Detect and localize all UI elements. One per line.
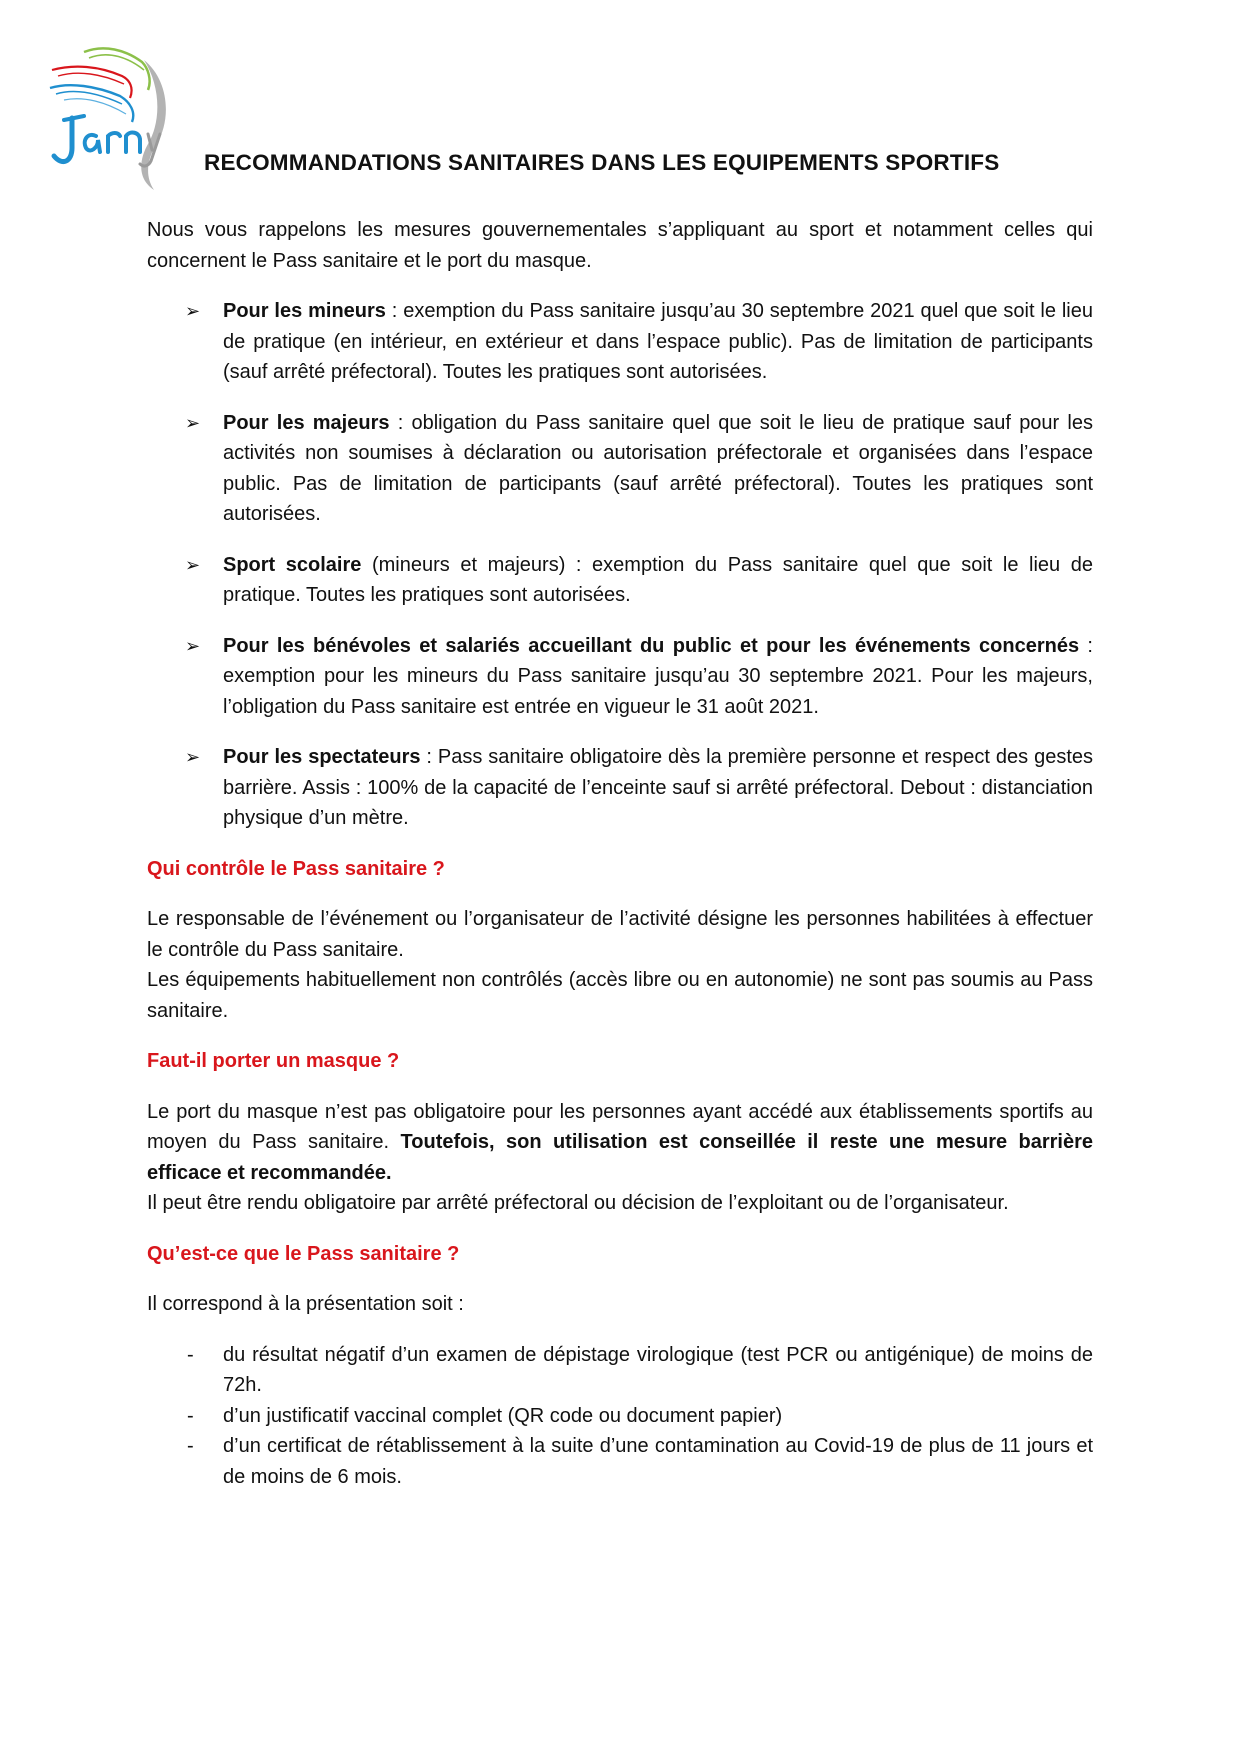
list-item xyxy=(147,1401,1093,1432)
paragraph: Il correspond à la présentation soit : xyxy=(147,1293,464,1315)
arrow-bullet-icon: ➢ xyxy=(185,412,201,433)
arrow-bullet-icon: ➢ xyxy=(185,554,201,575)
section-heading-masque: Faut-il porter un masque ? xyxy=(147,1050,400,1072)
item-label: Pour les mineurs xyxy=(223,300,386,322)
arrow-bullet-icon: ➢ xyxy=(185,301,201,321)
paragraph-bold-text: Toutefois, son utilisation est conseillée il reste une mesure barrière efficace et recommandée. xyxy=(147,1131,1094,1184)
dash-bullet-icon: - xyxy=(187,1435,194,1457)
page-title: RECOMMANDATIONS SANITAIRES DANS LES EQUIPEMENTS SPORTIFS xyxy=(204,150,1000,175)
item-label: Pour les bénévoles et salariés accueillant du public et pour les événements concernés xyxy=(223,634,1080,657)
item-text: : exemption du Pass sanitaire jusqu’au 30 septembre 2021 quel que soit le lieu de pratique (en intérieur, en extérieur et dans l’espace public). Pas de limitation de participants (sauf arrêté préfectoral). Toutes les pratiques sont autorisées. xyxy=(223,300,1093,383)
paragraph: Le responsable de l’événement ou l’organisateur de l’activité désigne les personnes habilitées à effectuer le contrôle du Pass sanitaire. xyxy=(147,908,1093,961)
section-controle-body xyxy=(147,904,1093,1026)
item-text: d’un justificatif vaccinal complet (QR code ou document papier) xyxy=(223,1404,783,1427)
measures-list xyxy=(147,296,1093,834)
pass-conditions-list xyxy=(147,1340,1093,1493)
item-text: d’un certificat de rétablissement à la suite d’une contamination au Covid-19 de plus de 11 jours et de moins de 6 mois. xyxy=(223,1435,1093,1488)
intro-paragraph: Nous vous rappelons les mesures gouvernementales s’appliquant au sport et notamment celles qui concernent le Pass sanitaire et le port du masque. xyxy=(147,219,1093,272)
jarny-logo xyxy=(44,40,174,195)
item-label: Pour les spectateurs xyxy=(223,746,421,768)
paragraph-text: Le port du masque n’est pas obligatoire pour les personnes ayant accédé aux établissements sportifs au moyen du Pass sanitaire. xyxy=(147,1100,1093,1153)
paragraph xyxy=(147,1097,1093,1189)
arrow-bullet-icon: ➢ xyxy=(185,635,201,656)
item-text: : obligation du Pass sanitaire quel que soit le lieu de pratique sauf pour les activités non soumises à déclaration ou autorisation préfectorale et organisées dans l’espace public. Pas de limitation de participants (sauf arrêté préfectoral). Toutes les pratiques sont autorisées. xyxy=(223,411,1093,525)
item-label: Sport scolaire xyxy=(223,553,362,576)
paragraph: Il peut être rendu obligatoire par arrêté préfectoral ou décision de l’exploitant ou de l’organisateur. xyxy=(147,1192,1009,1214)
item-text: : exemption pour les mineurs du Pass sanitaire jusqu’au 30 septembre 2021. Pour les majeurs, l’obligation du Pass sanitaire est entrée en vigueur le 31 août 2021. xyxy=(223,634,1093,718)
item-text: : Pass sanitaire obligatoire dès la première personne et respect des gestes barrière. Assis : 100% de la capacité de l’enceinte sauf si arrêté préfectoral. Debout : distanciation physique d’un mètre. xyxy=(223,746,1093,829)
list-item xyxy=(147,296,1093,388)
list-item xyxy=(147,1340,1093,1401)
list-item xyxy=(147,742,1093,834)
dash-bullet-icon: - xyxy=(187,1343,194,1366)
paragraph: Les équipements habituellement non contrôlés (accès libre ou en autonomie) ne sont pas soumis au Pass sanitaire. xyxy=(147,969,1093,1022)
list-item xyxy=(147,631,1093,723)
item-text: (mineurs et majeurs) : exemption du Pass sanitaire quel que soit le lieu de pratique. Toutes les pratiques sont autorisées. xyxy=(223,553,1093,606)
list-item xyxy=(147,408,1093,530)
item-label: Pour les majeurs xyxy=(223,411,390,434)
arrow-bullet-icon: ➢ xyxy=(185,747,201,767)
dash-bullet-icon: - xyxy=(187,1404,194,1427)
list-item xyxy=(147,550,1093,611)
document-body xyxy=(147,215,1093,1492)
section-heading-controle: Qui contrôle le Pass sanitaire ? xyxy=(147,857,445,880)
section-heading-pass: Qu’est-ce que le Pass sanitaire ? xyxy=(147,1242,460,1265)
section-masque-body xyxy=(147,1097,1093,1219)
list-item xyxy=(147,1431,1093,1492)
item-text: du résultat négatif d’un examen de dépistage virologique (test PCR ou antigénique) de moins de 72h. xyxy=(223,1343,1093,1396)
